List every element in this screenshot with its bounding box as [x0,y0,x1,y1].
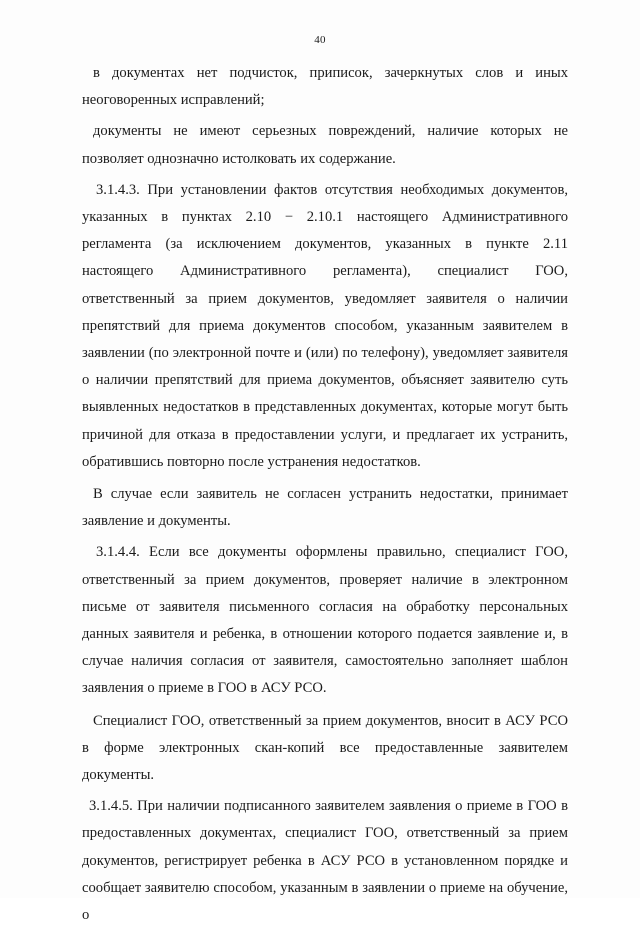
paragraph-3-1-4-5: 3.1.4.5. При наличии подписанного заявителем заявления о приеме в ГОО в предоставленных документах, специалист ГОО, ответственный за прием документов, регистрирует ребенка в АСУ РСО в установленном порядке и сообщает заявителю способом, указанным в заявлении о приеме на обучение, о [82,798,568,924]
paragraph-disagreement: В случае если заявитель не согласен устранить недостатки, принимает заявление и документы. [82,486,568,530]
paragraph-3-1-4-3: 3.1.4.3. При установлении фактов отсутствия необходимых документов, указанных в пунктах 2.10 − 2.10.1 настоящего Административного регламента (за исключением документов, указанных в пункте 2.11 настоящего Административного регламента), специалист ГОО, ответственный за прием документов, уведомляет заявителя о наличии препятствий для приема документов способом, указанным заявителем в заявлении (по электронной почте и (или) по телефону), уведомляет заявителя о наличии препятствий для приема документов, объясняет заявителю суть выявленных недостатков в представленных документах, которые могут быть причиной для отказа в предоставлении услуги, и предлагает их устранить, обратившись повторно после устранения недостатков. [82,181,568,470]
paragraph-no-damage: документы не имеют серьезных повреждений, наличие которых не позволяет однозначно истолковать их содержание. [82,123,568,167]
paragraph-no-erasures: в документах нет подчисток, приписок, зачеркнутых слов и иных неоговоренных исправлений; [82,65,568,109]
document-body [82,60,568,932]
paragraph-3-1-4-4: 3.1.4.4. Если все документы оформлены правильно, специалист ГОО, ответственный за прием документов, проверяет наличие в электронном письме от заявителя письменного согласия на обработку персональных данных заявителя и ребенка, в отношении которого подается заявление и, в случае наличия согласия от заявителя, самостоятельно заполняет шаблон заявления о приеме в ГОО в АСУ РСО. [82,544,568,697]
paragraph-scan-copies: Специалист ГОО, ответственный за прием документов, вносит в АСУ РСО в форме электронных скан-копий все предоставленные заявителем документы. [82,712,568,784]
page-number: 40 [314,34,326,46]
